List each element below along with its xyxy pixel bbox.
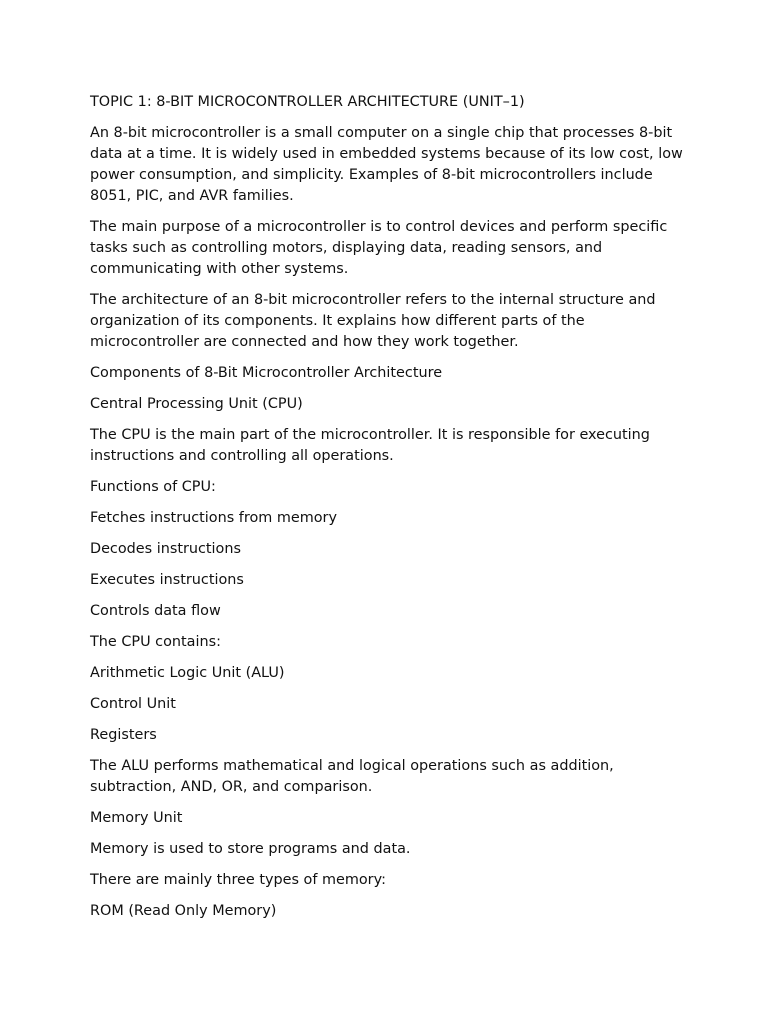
cpu-function-item: Executes instructions	[90, 572, 244, 588]
cpu-contains-item: Registers	[90, 727, 157, 743]
memory-heading: Memory Unit	[90, 810, 183, 826]
cpu-heading: Central Processing Unit (CPU)	[90, 396, 303, 412]
purpose-paragraph: The main purpose of a microcontroller is to control devices and perform specific tasks such as controlling motors, displaying data, reading sensors, and communicating with other systems.	[90, 219, 668, 277]
components-heading: Components of 8-Bit Microcontroller Architecture	[90, 365, 443, 381]
memory-types-heading: There are mainly three types of memory:	[90, 872, 386, 888]
document-title: TOPIC 1: 8-BIT MICROCONTROLLER ARCHITECTURE (UNIT–1)	[90, 94, 525, 110]
document-page	[90, 92, 690, 932]
cpu-function-item: Decodes instructions	[90, 541, 241, 557]
memory-type-item: ROM (Read Only Memory)	[90, 903, 277, 919]
cpu-function-item: Fetches instructions from memory	[90, 510, 337, 526]
cpu-contains-item: Control Unit	[90, 696, 176, 712]
architecture-paragraph: The architecture of an 8-bit microcontroller refers to the internal structure and organization of its components. It explains how different parts of the microcontroller are connected and how they work together.	[90, 292, 656, 350]
cpu-contains-heading: The CPU contains:	[90, 634, 221, 650]
intro-paragraph: An 8-bit microcontroller is a small computer on a single chip that processes 8-bit data at a time. It is widely used in embedded systems because of its low cost, low power consumption, and simplicity. Examples of 8-bit microcontrollers include 8051, PIC, and AVR families.	[90, 125, 683, 204]
cpu-paragraph: The CPU is the main part of the microcontroller. It is responsible for executing instructions and controlling all operations.	[90, 427, 650, 464]
cpu-contains-item: Arithmetic Logic Unit (ALU)	[90, 665, 285, 681]
cpu-functions-heading: Functions of CPU:	[90, 479, 216, 495]
cpu-function-item: Controls data flow	[90, 603, 221, 619]
alu-paragraph: The ALU performs mathematical and logical operations such as addition, subtraction, AND, OR, and comparison.	[90, 758, 614, 795]
memory-paragraph: Memory is used to store programs and data.	[90, 841, 411, 857]
